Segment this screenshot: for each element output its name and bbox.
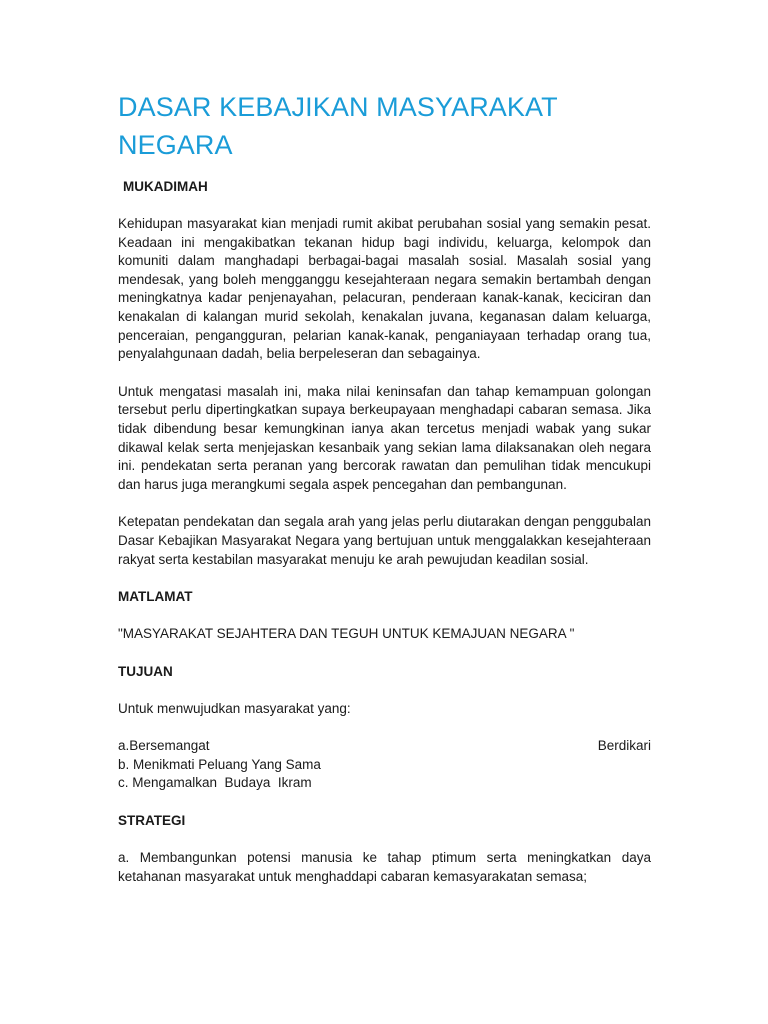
tujuan-item-c: c. Mengamalkan Budaya Ikram [118, 775, 312, 791]
tujuan-item-a: a.Bersemangat [118, 738, 210, 754]
title-line-1: DASAR KEBAJIKAN MASYARAKAT [118, 92, 558, 122]
tujuan-item-a-right: Berdikari [597, 738, 651, 754]
title-line-2: NEGARA [118, 130, 233, 160]
document-page [118, 88, 651, 886]
matlamat-text: "MASYARAKAT SEJAHTERA DAN TEGUH UNTUK KEMAJUAN NEGARA " [118, 626, 575, 642]
document-title [118, 88, 651, 164]
mukadimah-paragraph-3: Ketepatan pendekatan dan segala arah yang jelas perlu diutarakan dengan penggubalan Dasar Kebajikan Masyarakat Negara yang bertujuan untuk menggalakkan kesejahteraan rakyat serta kestabilan masyarakat menuju ke arah pewujudan keadilan sosial. [118, 514, 651, 567]
mukadimah-paragraph-2: Untuk mengatasi masalah ini, maka nilai keninsafan dan tahap kemampuan golongan tersebut perlu dipertingkatkan supaya berkeupayaan menghadapi cabaran semasa. Jika tidak dibendung besar kemungkinan ianya akan tercetus menjadi wabak yang sukar dikawal kelak serta menjejaskan kesanbaik yang sekian lama dilaksanakan oleh negara ini. pendekatan serta peranan yang bercorak rawatan dan pemulihan tidak mencukupi dan harus juga merangkumi segala aspek pencegahan dan pembangunan. [118, 383, 651, 492]
tujuan-heading: TUJUAN [118, 663, 173, 679]
tujuan-item-b: b. Menikmati Peluang Yang Sama [118, 756, 321, 772]
mukadimah-heading: MUKADIMAH [123, 179, 208, 194]
tujuan-item-a-row [118, 737, 651, 756]
strategi-heading: STRATEGI [118, 813, 186, 829]
mukadimah-paragraph-1: Kehidupan masyarakat kian menjadi rumit akibat perubahan sosial yang semakin pesat. Keadaan ini mengakibatkan tekanan hidup bagi individu, keluarga, kelompok dan komuniti dalam manghadapi berbagai-bagai masalah sosial. Masalah sosial yang mendesak, yang boleh mengganggu kesejahteraan negara semakin bertambah dengan meningkatnya kadar penjenayahan, pelacuran, penderaan kanak-kanak, keciciran dan kenakalan di kalangan murid sekolah, kenakalan juvana, keganasan dalam keluarga, penceraian, pengangguran, pelarian kanak-kanak, penganiayaan terhadap orang tua, penyalahgunaan dadah, belia berpeleseran dan sebagainya. [118, 216, 651, 362]
strategi-item-a: a. Membangunkan potensi manusia ke tahap ptimum serta meningkatkan daya ketahanan masyarakat untuk menghaddapi cabaran kemasyarakatan semasa; [118, 850, 651, 884]
tujuan-intro: Untuk menwujudkan masyarakat yang: [118, 700, 351, 716]
matlamat-heading: MATLAMAT [118, 589, 193, 605]
